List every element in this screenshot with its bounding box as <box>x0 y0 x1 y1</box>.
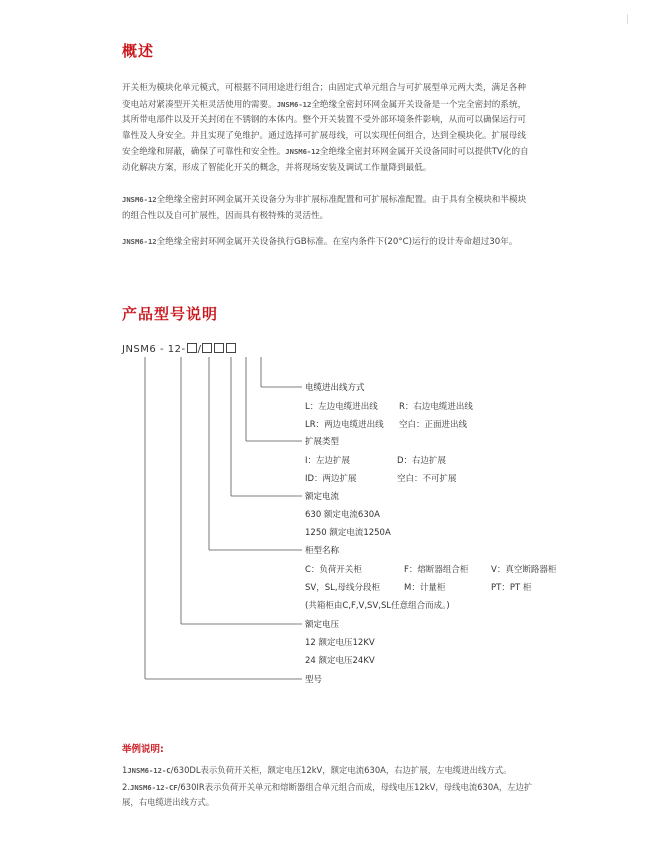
extension-option-d: D：右边扩展 <box>397 456 447 466</box>
cabinet-note: (共箱柜由C,F,V,SV,SL任意组合而成。) <box>305 601 450 611</box>
current-option-1250: 1250 额定电流1250A <box>305 528 391 538</box>
cabinet-option-v: V：真空断路器柜 <box>491 565 557 575</box>
product-code: JNSM6-12 <box>276 99 312 109</box>
cable-option-lr: LR：两边电缆进出线 <box>305 420 384 430</box>
cable-option-r: R：右边电缆进出线 <box>399 402 473 412</box>
product-code: JNSM6-12 <box>122 237 157 246</box>
example-number: 1 <box>122 765 128 775</box>
overview-p1-text-b: 全绝缘全密封环网金属开关设备是一个完全密封的系统，其所带电部件以及开关封闭在不锈钢的本体内。整个开关装置不受外部环境条件影响，从而可以确保运行可靠性及人身安全。并且实现了免维护。通过选择可扩展母线，可以实现任何组合，达到全模块化。扩展母线安全绝缘和屏蔽，确保了可靠性和安全性。 <box>122 99 527 158</box>
example-2 <box>122 780 542 810</box>
extension-option-id: ID：两边扩展 <box>305 474 357 484</box>
cabinet-option-pt: PT：PT 柜 <box>491 583 532 593</box>
cabinet-option-f: F：熔断器组合柜 <box>404 565 469 575</box>
example-code: JNSM6-12-C <box>127 766 171 775</box>
overview-title: 概述 <box>122 42 155 60</box>
model-code-dash: - <box>159 344 165 355</box>
example-number: 2. <box>122 782 130 792</box>
model-code-slash: / <box>197 344 202 355</box>
overview-p1-text-a: 开关柜为模块化单元模式，可根据不同用途进行组合；由固定式单元组合与可扩展型单元两大类，满足各种变电站对紧凑型开关柜灵活使用的需要。 <box>122 83 526 110</box>
cabinet-option-c: C：负荷开关柜 <box>305 565 362 575</box>
overview-p2-text: 全绝缘全密封环网金属开关设备分为非扩展标准配置和可扩展标准配置。由于具有全模块和半模块的组合性以及自可扩展性，因而具有极特殊的灵活性。 <box>122 195 527 221</box>
rated-voltage-heading: 额定电压 <box>305 620 340 630</box>
cabinet-option-m: M：计量柜 <box>404 583 446 593</box>
rated-current-heading: 额定电流 <box>305 492 340 502</box>
cable-mode-heading: 电缆进出线方式 <box>305 383 365 393</box>
current-option-630: 630 额定电流630A <box>305 510 380 520</box>
product-code: JNSM6-12 <box>285 147 320 157</box>
examples-title: 举例说明: <box>122 744 164 755</box>
model-code-prefix: JNSM6 <box>122 344 157 355</box>
example-1-text: /630DL表示负荷开关柜，额定电压12kV，额定电流630A，右边扩展，左电缆进出线方式。 <box>170 765 512 775</box>
model-title: 产品型号说明 <box>122 305 219 323</box>
voltage-option-24: 24 额定电压24KV <box>305 656 375 666</box>
cable-option-l: L：左边电缆进出线 <box>305 402 378 412</box>
voltage-option-12: 12 额定电压12KV <box>305 638 375 648</box>
cable-option-front: 空白：正面进出线 <box>399 420 468 430</box>
product-code: JNSM6-12 <box>122 195 157 204</box>
extension-type-heading: 扩展类型 <box>305 437 340 447</box>
cabinet-type-heading: 柜型名称 <box>305 546 340 556</box>
overview-p1-text-c: 全绝缘全密封环网金属开关设备同时可以提供TV化的自动化解决方案，形成了智能化开关的概念，并将现场安装及调试工作量降到最低。 <box>122 147 529 173</box>
cabinet-option-sv-sl: SV，SL,母线分段柜 <box>305 583 381 593</box>
example-2-text: /630IR表示负荷开关单元和熔断器组合单元组合而成，母线电压12kV，母线电流630A，左边扩展，右电缆进出线方式。 <box>122 782 533 807</box>
model-code-dash: - <box>181 344 186 355</box>
extension-option-i: I：左边扩展 <box>305 456 351 466</box>
example-1 <box>122 763 542 778</box>
example-code: JNSM6-12-CF <box>130 783 178 792</box>
extension-option-none: 空白：不可扩展 <box>397 474 457 484</box>
model-code-voltage: 12 <box>167 344 182 355</box>
overview-p3-text: 全绝缘全密封环网金属开关设备执行GB标准。在室内条件下(20°C)运行的设计寿命超过30年。 <box>156 237 518 247</box>
model-type-heading: 型号 <box>305 675 323 685</box>
